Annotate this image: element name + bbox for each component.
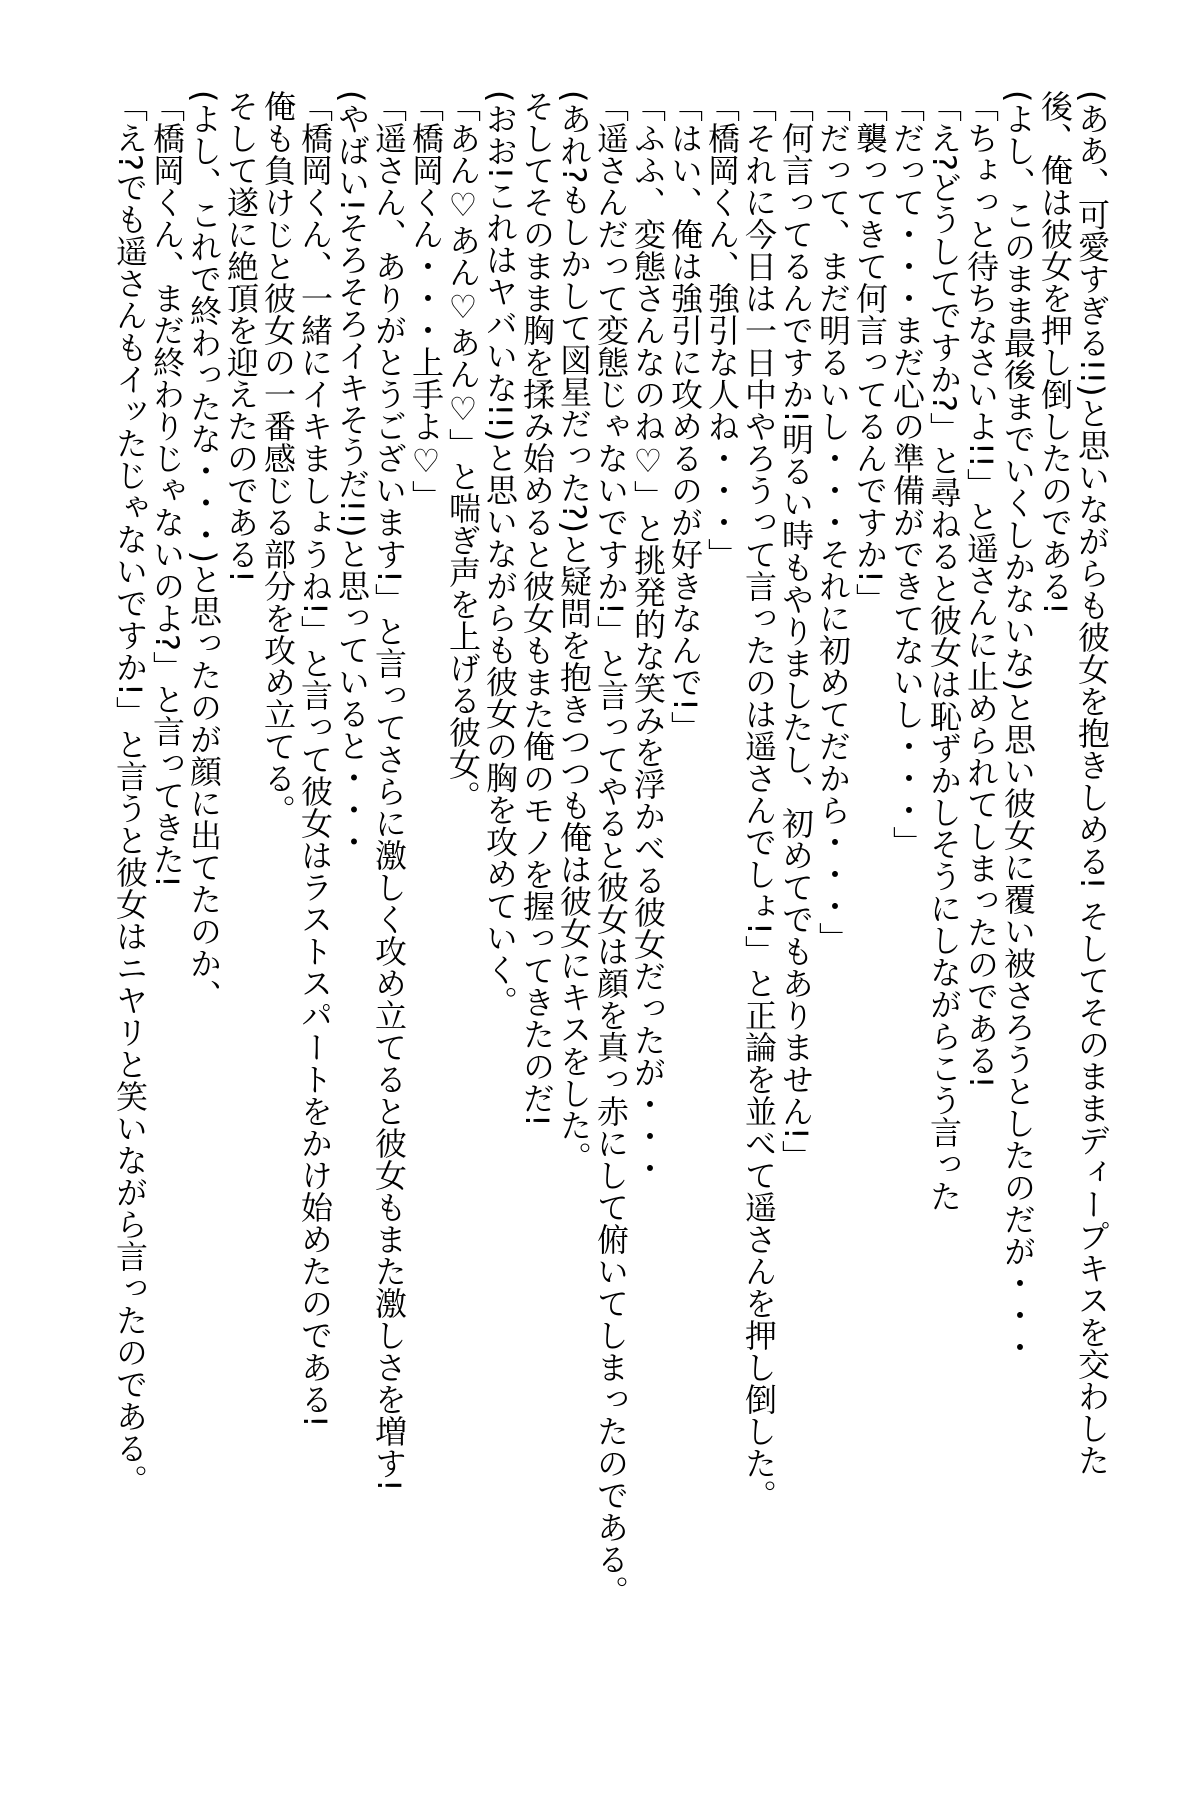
text-line: (よし、このまま最後までいくしかないな)と思い彼女に覆い被さろうとしたのだが・・・ xyxy=(999,90,1037,1363)
text-line: (ああ、可愛すぎる!!)と思いながらも彼女を抱きしめる! そしてそのままディープキスを交わした xyxy=(1073,90,1111,1476)
text-line: 「ふふ、変態さんなのね♡」と挑発的な笑みを浮かべる彼女だったが・・・ xyxy=(629,90,667,1184)
text-line: そして遂に絶頂を迎えたのである! xyxy=(222,90,260,583)
text-line: 「それに今日は一日中やろうって言ったのは遥さんでしょ!」と正論を並べて遥さんを押し倒した。 xyxy=(740,90,778,1511)
text-line: (やばい!そろそろイキそうだ!!)と思っていると・・・ xyxy=(333,90,371,858)
text-line: 「はい、俺は強引に攻めるのが好きなんで!」 xyxy=(666,90,704,743)
text-line: そしてそのまま胸を揉み始めると彼女もまた俺のモノを握ってきたのだ! xyxy=(518,90,556,1127)
text-line: 「何言ってるんですか!明るい時もやりましたし、初めてでもありません!」 xyxy=(777,90,815,1172)
text-line: 「遥さん、ありがとうございます!」と言ってさらに激しく攻め立てると彼女もまた激しさを増す! xyxy=(370,90,408,1492)
text-line: 「え?どうしてですか?」と尋ねると彼女は恥ずかしそうにしながらこう言った xyxy=(925,90,963,1212)
text-line: 「橋岡くん・・・上手よ♡」 xyxy=(407,90,445,512)
text-line: 「え?でも遥さんもイッたじゃないですか!」と言うと彼女はニヤリと笑いながら言ったのである。 xyxy=(111,90,149,1496)
text-line: 「あん♡あん♡あん♡」と喘ぎ声を上げる彼女。 xyxy=(444,90,482,812)
text-line: 「橋岡くん、まだ終わりじゃないのよ?」と言ってきた! xyxy=(148,90,186,888)
text-line: 後、俺は彼女を押し倒したのである! xyxy=(1036,90,1074,615)
text-line: 「だって・・・まだ心の準備ができてないし・・・」 xyxy=(888,90,926,858)
text-line: 「ちょっと待ちなさいよ!!」と遥さんに止められてしまったのである! xyxy=(962,90,1000,1089)
text-line: (あれ?もしかして図星だった?)と疑問を抱きつつも俺は彼女にキスをした。 xyxy=(555,90,593,1173)
text-line: 「だって、まだ明るいし・・・それに初めてだから・・・」 xyxy=(814,90,852,954)
text-line: (よし、これで終わったな・・・)と思ったのが顔に出てたのか、 xyxy=(185,90,223,1011)
text-line: 「橋岡くん、一緒にイキましょうね!」と言って彼女はラストスパートをかけ始めたのである! xyxy=(296,90,334,1428)
text-line: 俺も負けじと彼女の一番感じる部分を攻め立てる。 xyxy=(259,90,297,826)
vertical-text-body xyxy=(111,90,1110,1750)
text-line: (おお!これはヤバいな!!)と思いながらも彼女の胸を攻めていく。 xyxy=(481,90,519,1018)
text-line: 「橋岡くん、強引な人ね・・・」 xyxy=(703,90,741,570)
text-line: 「襲ってきて何言ってるんですか!」 xyxy=(851,90,889,615)
text-line: 「遥さんだって変態じゃないですか!」と言ってやると彼女は顔を真っ赤にして俯いてしまったのである。 xyxy=(592,90,630,1607)
